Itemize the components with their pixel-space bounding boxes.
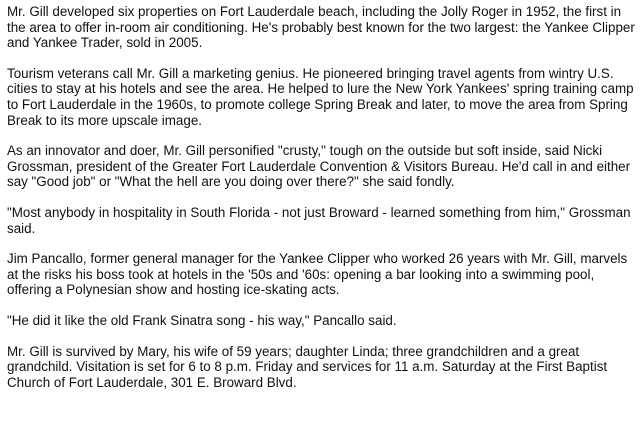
article-body (7, 4, 635, 405)
paragraph-marketing: Tourism veterans call Mr. Gill a marketing genius. He pioneered bringing travel agents from wintry U.S. cities to stay at his hotels and see the area. He helped to lure the New York Yankees' spring training camp to Fort Lauderdale in the 1960s, to promote college Spring Break and later, to move the area from Spring Break to its more upscale image. (7, 65, 634, 128)
paragraph-pancallo: Jim Pancallo, former general manager for the Yankee Clipper who worked 26 years with Mr. Gill, marvels at the risks his boss took at hotels in the '50s and '60s: opening a bar looking into a swimming pool, offering a Polynesian show and hosting ice-skating acts. (7, 251, 628, 298)
paragraph-quote-grossman: "Most anybody in hospitality in South Florida - not just Broward - learned something from him," Grossman said. (7, 204, 631, 236)
paragraph-innovator: As an innovator and doer, Mr. Gill personified "crusty," tough on the outside but soft inside, said Nicki Grossman, president of the Greater Fort Lauderdale Convention & Visitors Bureau. He'd call in and either say "Good job" or "What the hell are you doing over there?" she said fondly. (7, 143, 631, 190)
paragraph-properties: Mr. Gill developed six properties on Fort Lauderdale beach, including the Jolly Roger in 1952, the first in the area to offer in-room air conditioning. He's probably best known for the two largest: the Yankee Clipper and Yankee Trader, sold in 2005. (7, 4, 635, 51)
paragraph-survivors: Mr. Gill is survived by Mary, his wife of 59 years; daughter Linda; three grandchildren and a great grandchild. Visitation is set for 6 to 8 p.m. Friday and services for 11 a.m. Saturday at the First Baptist Church of Fort Lauderdale, 301 E. Broward Blvd. (7, 343, 608, 390)
paragraph-quote-sinatra: "He did it like the old Frank Sinatra song - his way," Pancallo said. (7, 312, 397, 328)
